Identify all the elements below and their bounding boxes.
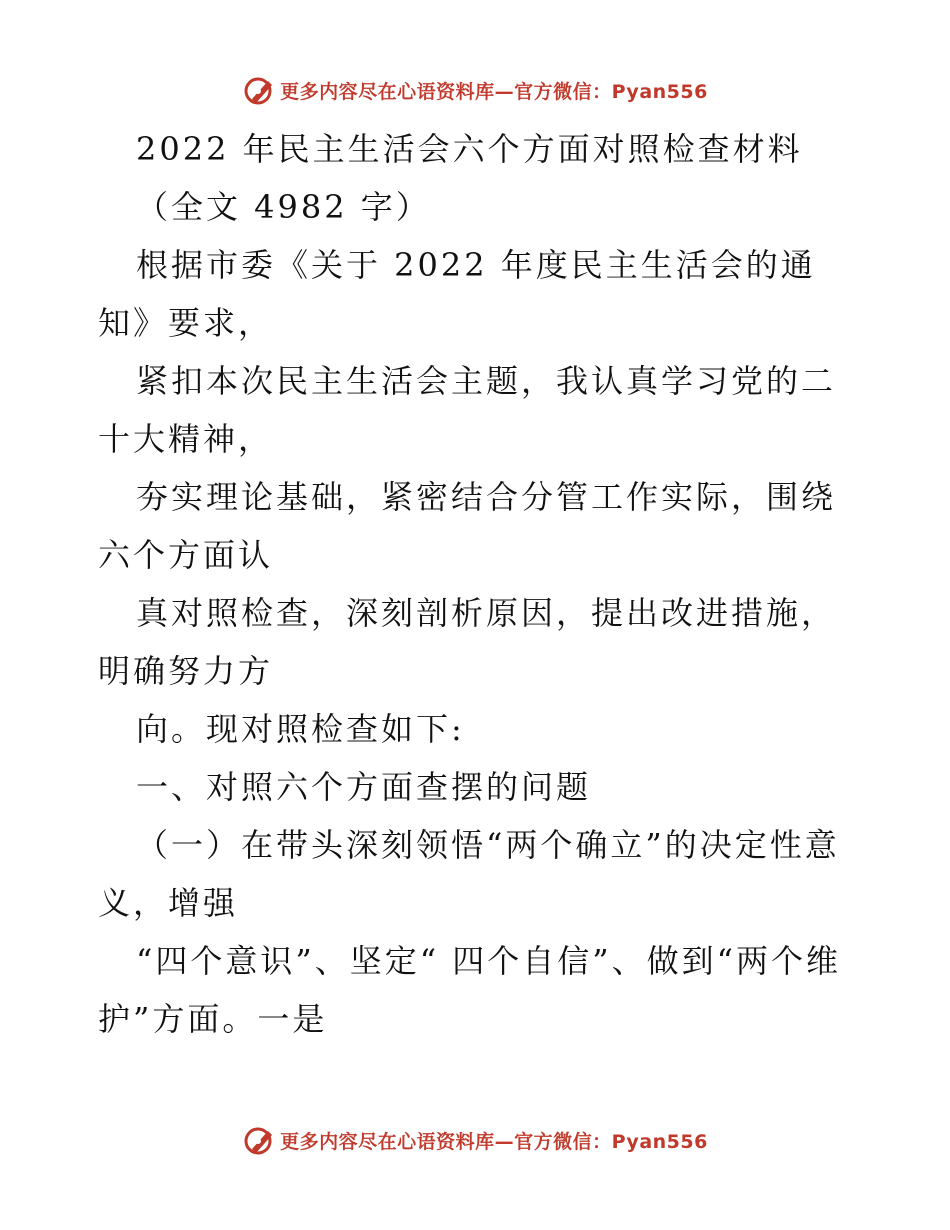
watermark-text: 更多内容尽在心语资料库—官方微信：Pyan556 (280, 1130, 708, 1153)
paragraph: 真对照检查，深刻剖析原因，提出改进措施，明确努力方 (98, 594, 837, 690)
pen-nib-circle-icon (242, 73, 276, 107)
document-body (98, 120, 858, 1048)
section-heading: 一、对照六个方面查摆的问题 (136, 768, 592, 806)
watermark-text: 更多内容尽在心语资料库—官方微信：Pyan556 (280, 80, 708, 103)
pen-nib-circle-icon (242, 1123, 276, 1157)
paragraph: 紧扣本次民主生活会主题，我认真学习党的二十大精神， (98, 362, 837, 458)
document-title: 2022 年民主生活会六个方面对照检查材料 (136, 130, 803, 168)
paragraph: “四个意识”、坚定“ 四个自信”、做到“两个维护”方面。一是 (98, 942, 841, 1038)
paragraph: 向。现对照检查如下: (136, 710, 465, 748)
footer-watermark (0, 1120, 950, 1160)
document-subtitle: （全文 4982 字） (136, 188, 431, 226)
subsection-heading: （一）在带头深刻领悟“两个确立”的决定性意义，增强 (98, 826, 840, 922)
paragraph: 夯实理论基础，紧密结合分管工作实际，围绕六个方面认 (98, 478, 837, 574)
paragraph: 根据市委《关于 2022 年度民主生活会的通知》要求， (98, 246, 816, 342)
header-watermark (0, 70, 950, 110)
